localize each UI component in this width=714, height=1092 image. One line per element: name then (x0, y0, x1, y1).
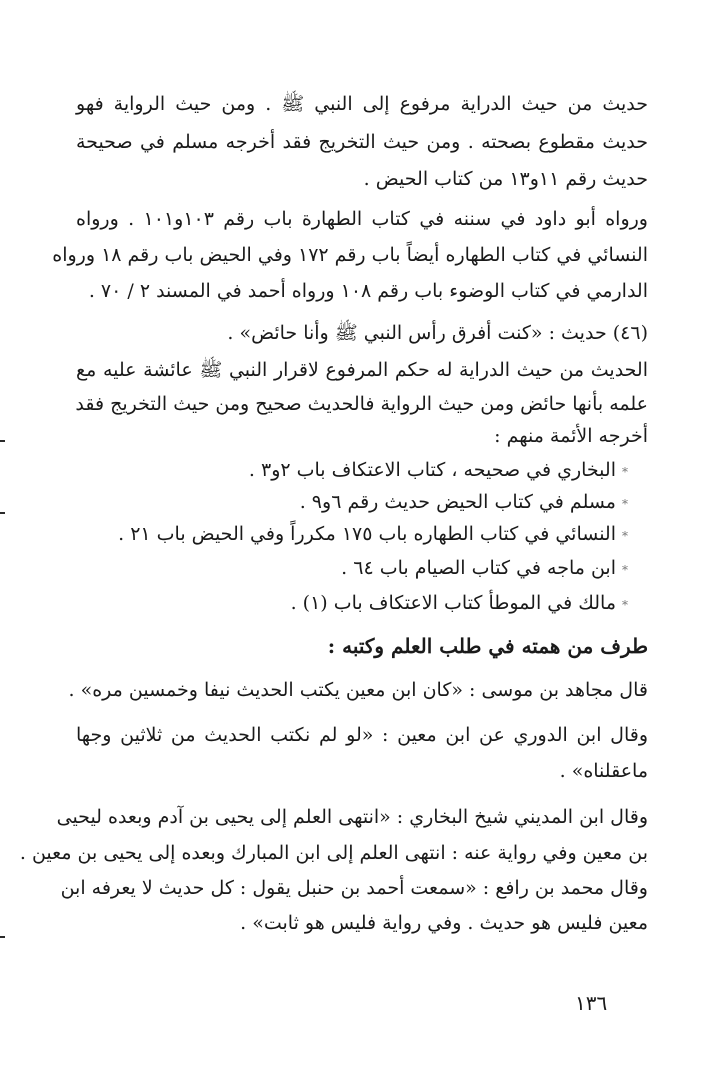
hadith-heading-line: (٤٦) حديث : «كنت أفرق رأس النبي ﷺ وأنا حائض» . (227, 322, 648, 344)
text-line: حديث من حيث الدراية مرفوع إلى النبي ﷺ . ومن حيث الرواية فهو (76, 93, 648, 115)
text-line: ورواه أبو داود في سننه في كتاب الطهارة باب رقم ١٠٣و١٠١ . ورواه (76, 208, 648, 230)
list-item (291, 588, 628, 620)
text-line: علمه بأنها حائض ومن حيث الرواية فالحديث صحيح ومن حيث التخريج فقد (75, 393, 648, 415)
page-number: ١٣٦ (575, 991, 608, 1015)
list-item-text: مالك في الموطأ كتاب الاعتكاف باب (١) . (290, 592, 616, 614)
list-item-text: النسائي في كتاب الطهاره باب ١٧٥ مكرراً وفي الحيض باب ٢١ . (118, 523, 616, 545)
list-item (300, 487, 628, 519)
text-line: الحديث من حيث الدراية له حكم المرفوع لاقرار النبي ﷺ عائشة عليه مع (76, 359, 648, 381)
text-line: وقال ابن المديني شيخ البخاري : «انتهى العلم إلى يحيى بن آدم وبعده ليحيى (56, 806, 648, 828)
bullet-icon: * (622, 465, 628, 479)
bullet-icon: * (622, 563, 628, 577)
text-line: النسائي في كتاب الطهاره أيضاً باب رقم ١٧٢ وفي الحيض باب رقم ١٨ ورواه (52, 244, 648, 266)
list-item (341, 553, 628, 585)
bullet-icon: * (622, 497, 628, 511)
list-item-text: مسلم في كتاب الحيض حديث رقم ٦و٩ . (299, 491, 616, 513)
margin-mark (0, 440, 5, 442)
list-item (118, 519, 628, 551)
list-item-text: ابن ماجه في كتاب الصيام باب ٦٤ . (341, 557, 616, 579)
text-line: وقال ابن الدوري عن ابن معين : «لو لم نكتب الحديث من ثلاثين وجها (76, 724, 648, 746)
margin-mark (0, 512, 5, 514)
text-line: وقال محمد بن رافع : «سمعت أحمد بن حنبل يقول : كل حديث لا يعرفه ابن (60, 877, 648, 899)
text-line: بن معين وفي رواية عنه : انتهى العلم إلى ابن المبارك وبعده إلى يحيى بن معين . (19, 842, 648, 864)
bullet-icon: * (622, 529, 628, 543)
text-line: ماعقلناه» . (559, 760, 648, 782)
text-line: معين فليس هو حديث . وفي رواية فليس هو ثابت» . (240, 912, 648, 934)
section-heading: طرف من همته في طلب العلم وكتبه : (327, 634, 648, 658)
text-line: أخرجه الأئمة منهم : (494, 425, 648, 447)
list-item-text: البخاري في صحيحه ، كتاب الاعتكاف باب ٢و٣ . (248, 459, 616, 481)
text-line: حديث رقم ١١و١٣ من كتاب الحيض . (363, 168, 648, 190)
bullet-icon: * (622, 598, 628, 612)
list-item (249, 455, 628, 487)
text-line: قال مجاهد بن موسى : «كان ابن معين يكتب الحديث نيفا وخمسين مره» . (68, 679, 648, 701)
text-line: حديث مقطوع بصحته . ومن حيث التخريج فقد أخرجه مسلم في صحيحة (76, 131, 648, 153)
margin-mark (0, 936, 5, 938)
text-line: الدارمي في كتاب الوضوء باب رقم ١٠٨ ورواه أحمد في المسند ٢ / ٧٠ . (88, 280, 648, 302)
